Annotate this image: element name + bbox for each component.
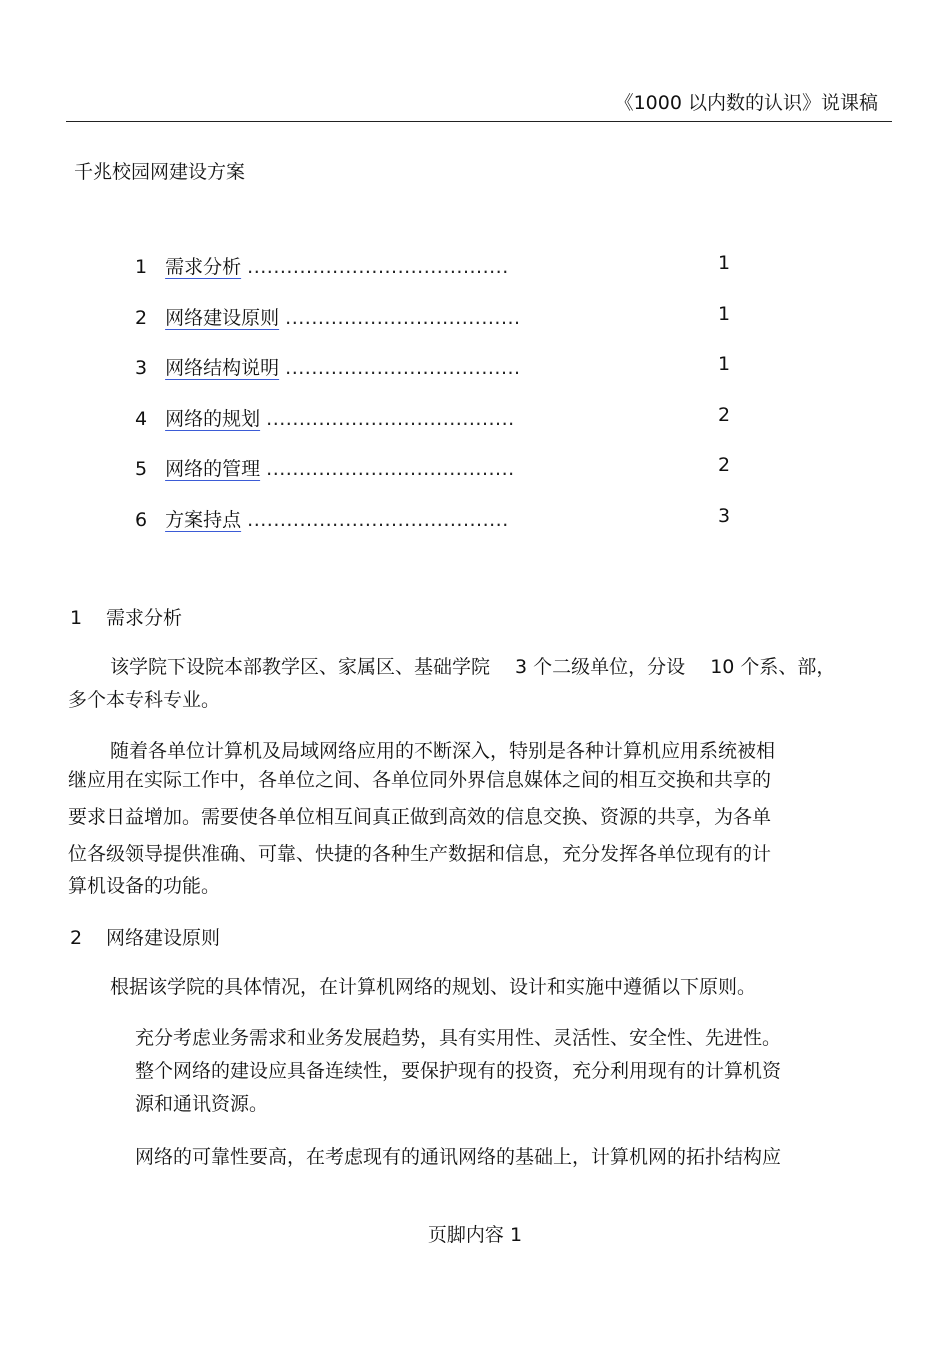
toc-entry: [135, 353, 735, 404]
paragraph-line: 网络的可靠性要高，在考虑现有的通讯网络的基础上，计算机网的拓扑结构应: [135, 1146, 782, 1168]
paragraph-line: 随着各单位计算机及局域网络应用的不断深入，特别是各种计算机应用系统被相: [110, 740, 776, 762]
toc-label: 网络的规划: [165, 407, 261, 430]
section-heading-2: [70, 923, 220, 950]
paragraph-line: 要求日益增加。需要使各单位相互间真正做到高效的信息交换、资源的共享，为各单: [68, 806, 772, 828]
page-header-title: 《1000 以内数的认识》说课稿: [614, 92, 878, 114]
paragraph-line: 多个本专科专业。: [68, 689, 221, 711]
paragraph-line: 整个网络的建设应具备连续性，要保护现有的投资，充分利用现有的计算机资: [135, 1060, 782, 1082]
toc-number: 6: [135, 508, 148, 531]
toc-page-number: 1: [718, 252, 731, 274]
toc-page-number: 2: [718, 454, 731, 477]
toc-label: 需求分析: [165, 256, 242, 278]
paragraph-line: 充分考虑业务需求和业务发展趋势，具有实用性、灵活性、安全性、先进性。: [135, 1027, 782, 1049]
toc-number: 5: [135, 458, 148, 481]
section-heading-1: [70, 603, 182, 630]
paragraph-line: 算机设备的功能。: [68, 875, 221, 897]
toc-label: 网络结构说明: [165, 357, 280, 380]
toc-link-4[interactable]: [135, 408, 260, 430]
toc-leader-dots: ........................................: [247, 508, 509, 531]
toc-leader-dots: ....................................: [285, 357, 521, 380]
toc-leader-dots: ........................................: [247, 256, 509, 278]
table-of-contents: [135, 252, 735, 556]
toc-leader-dots: ......................................: [266, 458, 515, 481]
toc-label: 方案持点: [165, 508, 242, 531]
toc-entry: [135, 303, 735, 354]
paragraph-line: 源和通讯资源。: [135, 1093, 269, 1115]
toc-entry: [135, 454, 735, 505]
toc-link-1[interactable]: [135, 256, 241, 278]
toc-entry: [135, 404, 735, 455]
section-title: 网络建设原则: [106, 927, 221, 949]
toc-link-6[interactable]: [135, 509, 241, 531]
toc-link-3[interactable]: [135, 357, 279, 379]
toc-number: 3: [135, 357, 148, 380]
toc-number: 1: [135, 256, 148, 278]
toc-entry: [135, 252, 735, 303]
toc-label: 网络建设原则: [165, 306, 280, 329]
page-footer: 页脚内容 1: [427, 1224, 523, 1246]
toc-number: 4: [135, 407, 148, 430]
toc-page-number: 2: [718, 403, 731, 426]
toc-page-number: 1: [718, 302, 731, 325]
toc-link-5[interactable]: [135, 458, 260, 480]
document-title: 千兆校园网建设方案: [74, 161, 246, 183]
section-number: 2: [70, 927, 83, 949]
paragraph-line: 该学院下设院本部教学区、家属区、基础学院 3 个二级单位，分设 10 个系、部，: [110, 656, 836, 678]
paragraph-line: 继应用在实际工作中，各单位之间、各单位同外界信息媒体之间的相互交换和共享的: [68, 769, 772, 791]
paragraph-line: 位各级领导提供准确、可靠、快捷的各种生产数据和信息，充分发挥各单位现有的计: [68, 843, 772, 865]
toc-label: 网络的管理: [165, 458, 261, 481]
paragraph-line: 根据该学院的具体情况，在计算机网络的规划、设计和实施中遵循以下原则。: [110, 976, 757, 998]
toc-page-number: 3: [718, 504, 731, 527]
header-divider: [66, 121, 892, 122]
section-title: 需求分析: [106, 607, 183, 629]
toc-link-2[interactable]: [135, 307, 279, 329]
toc-number: 2: [135, 306, 148, 329]
section-number: 1: [70, 607, 83, 629]
toc-leader-dots: ....................................: [285, 306, 521, 329]
toc-leader-dots: ......................................: [266, 407, 515, 430]
toc-page-number: 1: [718, 353, 731, 376]
toc-entry: [135, 505, 735, 556]
